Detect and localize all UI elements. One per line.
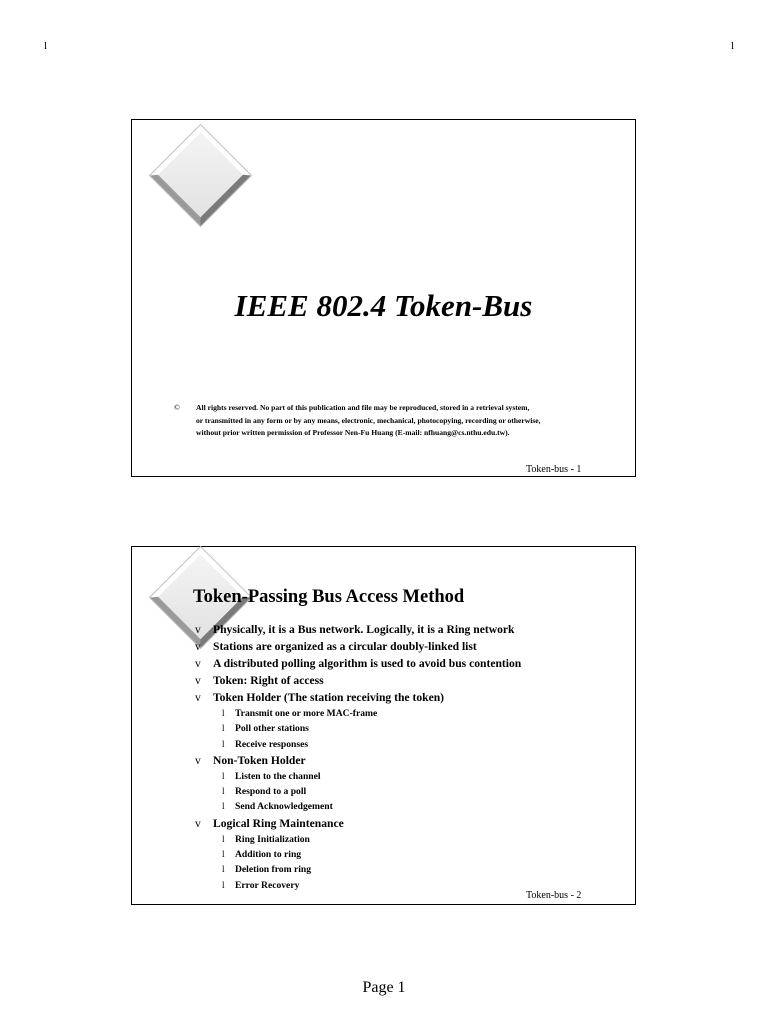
bullet-item bbox=[195, 815, 635, 832]
bullet-marker-icon: v bbox=[195, 657, 201, 670]
sub-bullet-text: Addition to ring bbox=[235, 849, 302, 861]
bullet-item bbox=[195, 638, 635, 655]
sub-bullet-text: Send Acknowledgement bbox=[235, 801, 333, 813]
sub-bullet-item bbox=[195, 847, 635, 862]
sub-bullet-item bbox=[195, 862, 635, 877]
bullet-marker-icon: v bbox=[195, 691, 201, 704]
copyright-notice bbox=[174, 402, 597, 440]
sub-bullet-text: Respond to a poll bbox=[235, 786, 307, 798]
slide-2 bbox=[131, 546, 636, 905]
sub-bullet-text: Poll other stations bbox=[235, 723, 309, 735]
sub-bullet-marker-icon: l bbox=[222, 708, 225, 718]
sub-bullet-text: Deletion from ring bbox=[235, 864, 312, 876]
bullet-text: Token Holder (The station receiving the token) bbox=[213, 691, 445, 704]
sub-bullet-item bbox=[195, 706, 635, 721]
sub-bullet-marker-icon: l bbox=[222, 723, 225, 734]
slide-2-footer: Token-bus - 2 bbox=[526, 890, 582, 901]
copyright-icon: © bbox=[174, 403, 180, 412]
bullet-text: Non-Token Holder bbox=[213, 753, 306, 767]
bullet-text: A distributed polling algorithm is used to avoid bus contention bbox=[213, 657, 522, 670]
bullet-text: Token: Right of access bbox=[213, 674, 324, 687]
sub-bullet-item bbox=[195, 737, 635, 752]
sub-bullet-item bbox=[195, 769, 635, 784]
copyright-line-1: All rights reserved. No part of this publication and file may be reproduced, stored in a retrieval system, bbox=[196, 403, 530, 412]
sub-bullet-marker-icon: l bbox=[222, 738, 225, 749]
bullet-marker-icon: v bbox=[195, 640, 201, 653]
sub-bullet-marker-icon: l bbox=[222, 879, 225, 890]
bullet-list bbox=[195, 621, 635, 893]
sub-bullet-text: Error Recovery bbox=[235, 879, 300, 891]
bullet-item bbox=[195, 752, 635, 769]
sub-bullet-item bbox=[195, 721, 635, 736]
sub-bullet-marker-icon: l bbox=[222, 786, 225, 797]
sub-bullet-marker-icon: l bbox=[222, 864, 225, 875]
page-number: Page 1 bbox=[362, 979, 406, 996]
bullet-item bbox=[195, 621, 635, 638]
copyright-line-2: or transmitted in any form or by any means, electronic, mechanical, photocopying, recording or otherwise, bbox=[196, 415, 541, 425]
sub-bullet-text: Listen to the channel bbox=[235, 770, 321, 782]
sub-bullet-item bbox=[195, 832, 635, 847]
sub-bullet-marker-icon: l bbox=[222, 801, 225, 812]
sub-bullet-text: Receive responses bbox=[235, 738, 309, 750]
bullet-text: Stations are organized as a circular doubly-linked list bbox=[213, 640, 477, 653]
sub-bullet-text: Ring Initialization bbox=[235, 833, 310, 845]
bullet-marker-icon: v bbox=[195, 753, 201, 767]
slide-1-footer: Token-bus - 1 bbox=[526, 464, 582, 475]
sub-bullet-text: Transmit one or more MAC-frame bbox=[235, 708, 378, 719]
bullet-marker-icon: v bbox=[195, 623, 201, 636]
bullet-marker-icon: v bbox=[195, 674, 201, 687]
sub-bullet-item bbox=[195, 799, 635, 814]
bullet-item bbox=[195, 689, 635, 706]
slide-1 bbox=[131, 119, 636, 477]
corner-mark-right: l bbox=[731, 40, 735, 52]
bullet-text: Physically, it is a Bus network. Logically, it is a Ring network bbox=[213, 623, 515, 636]
sub-bullet-marker-icon: l bbox=[222, 849, 225, 860]
slide-2-title: Token-Passing Bus Access Method bbox=[193, 587, 465, 607]
bullet-marker-icon: v bbox=[195, 816, 201, 830]
bullet-item bbox=[195, 672, 635, 689]
copyright-line-3: without prior written permission of Professor Nen-Fu Huang (E-mail: nfhuang@cs.nthu.edu.tw). bbox=[196, 428, 510, 437]
diamond-logo-icon bbox=[150, 125, 250, 225]
slide-1-title: IEEE 802.4 Token-Bus bbox=[234, 288, 533, 323]
sub-bullet-item bbox=[195, 784, 635, 799]
sub-bullet-marker-icon: l bbox=[222, 833, 225, 844]
bullet-text: Logical Ring Maintenance bbox=[213, 816, 344, 830]
bullet-item bbox=[195, 655, 635, 672]
sub-bullet-marker-icon: l bbox=[222, 770, 225, 781]
corner-mark-left: l bbox=[44, 40, 48, 52]
